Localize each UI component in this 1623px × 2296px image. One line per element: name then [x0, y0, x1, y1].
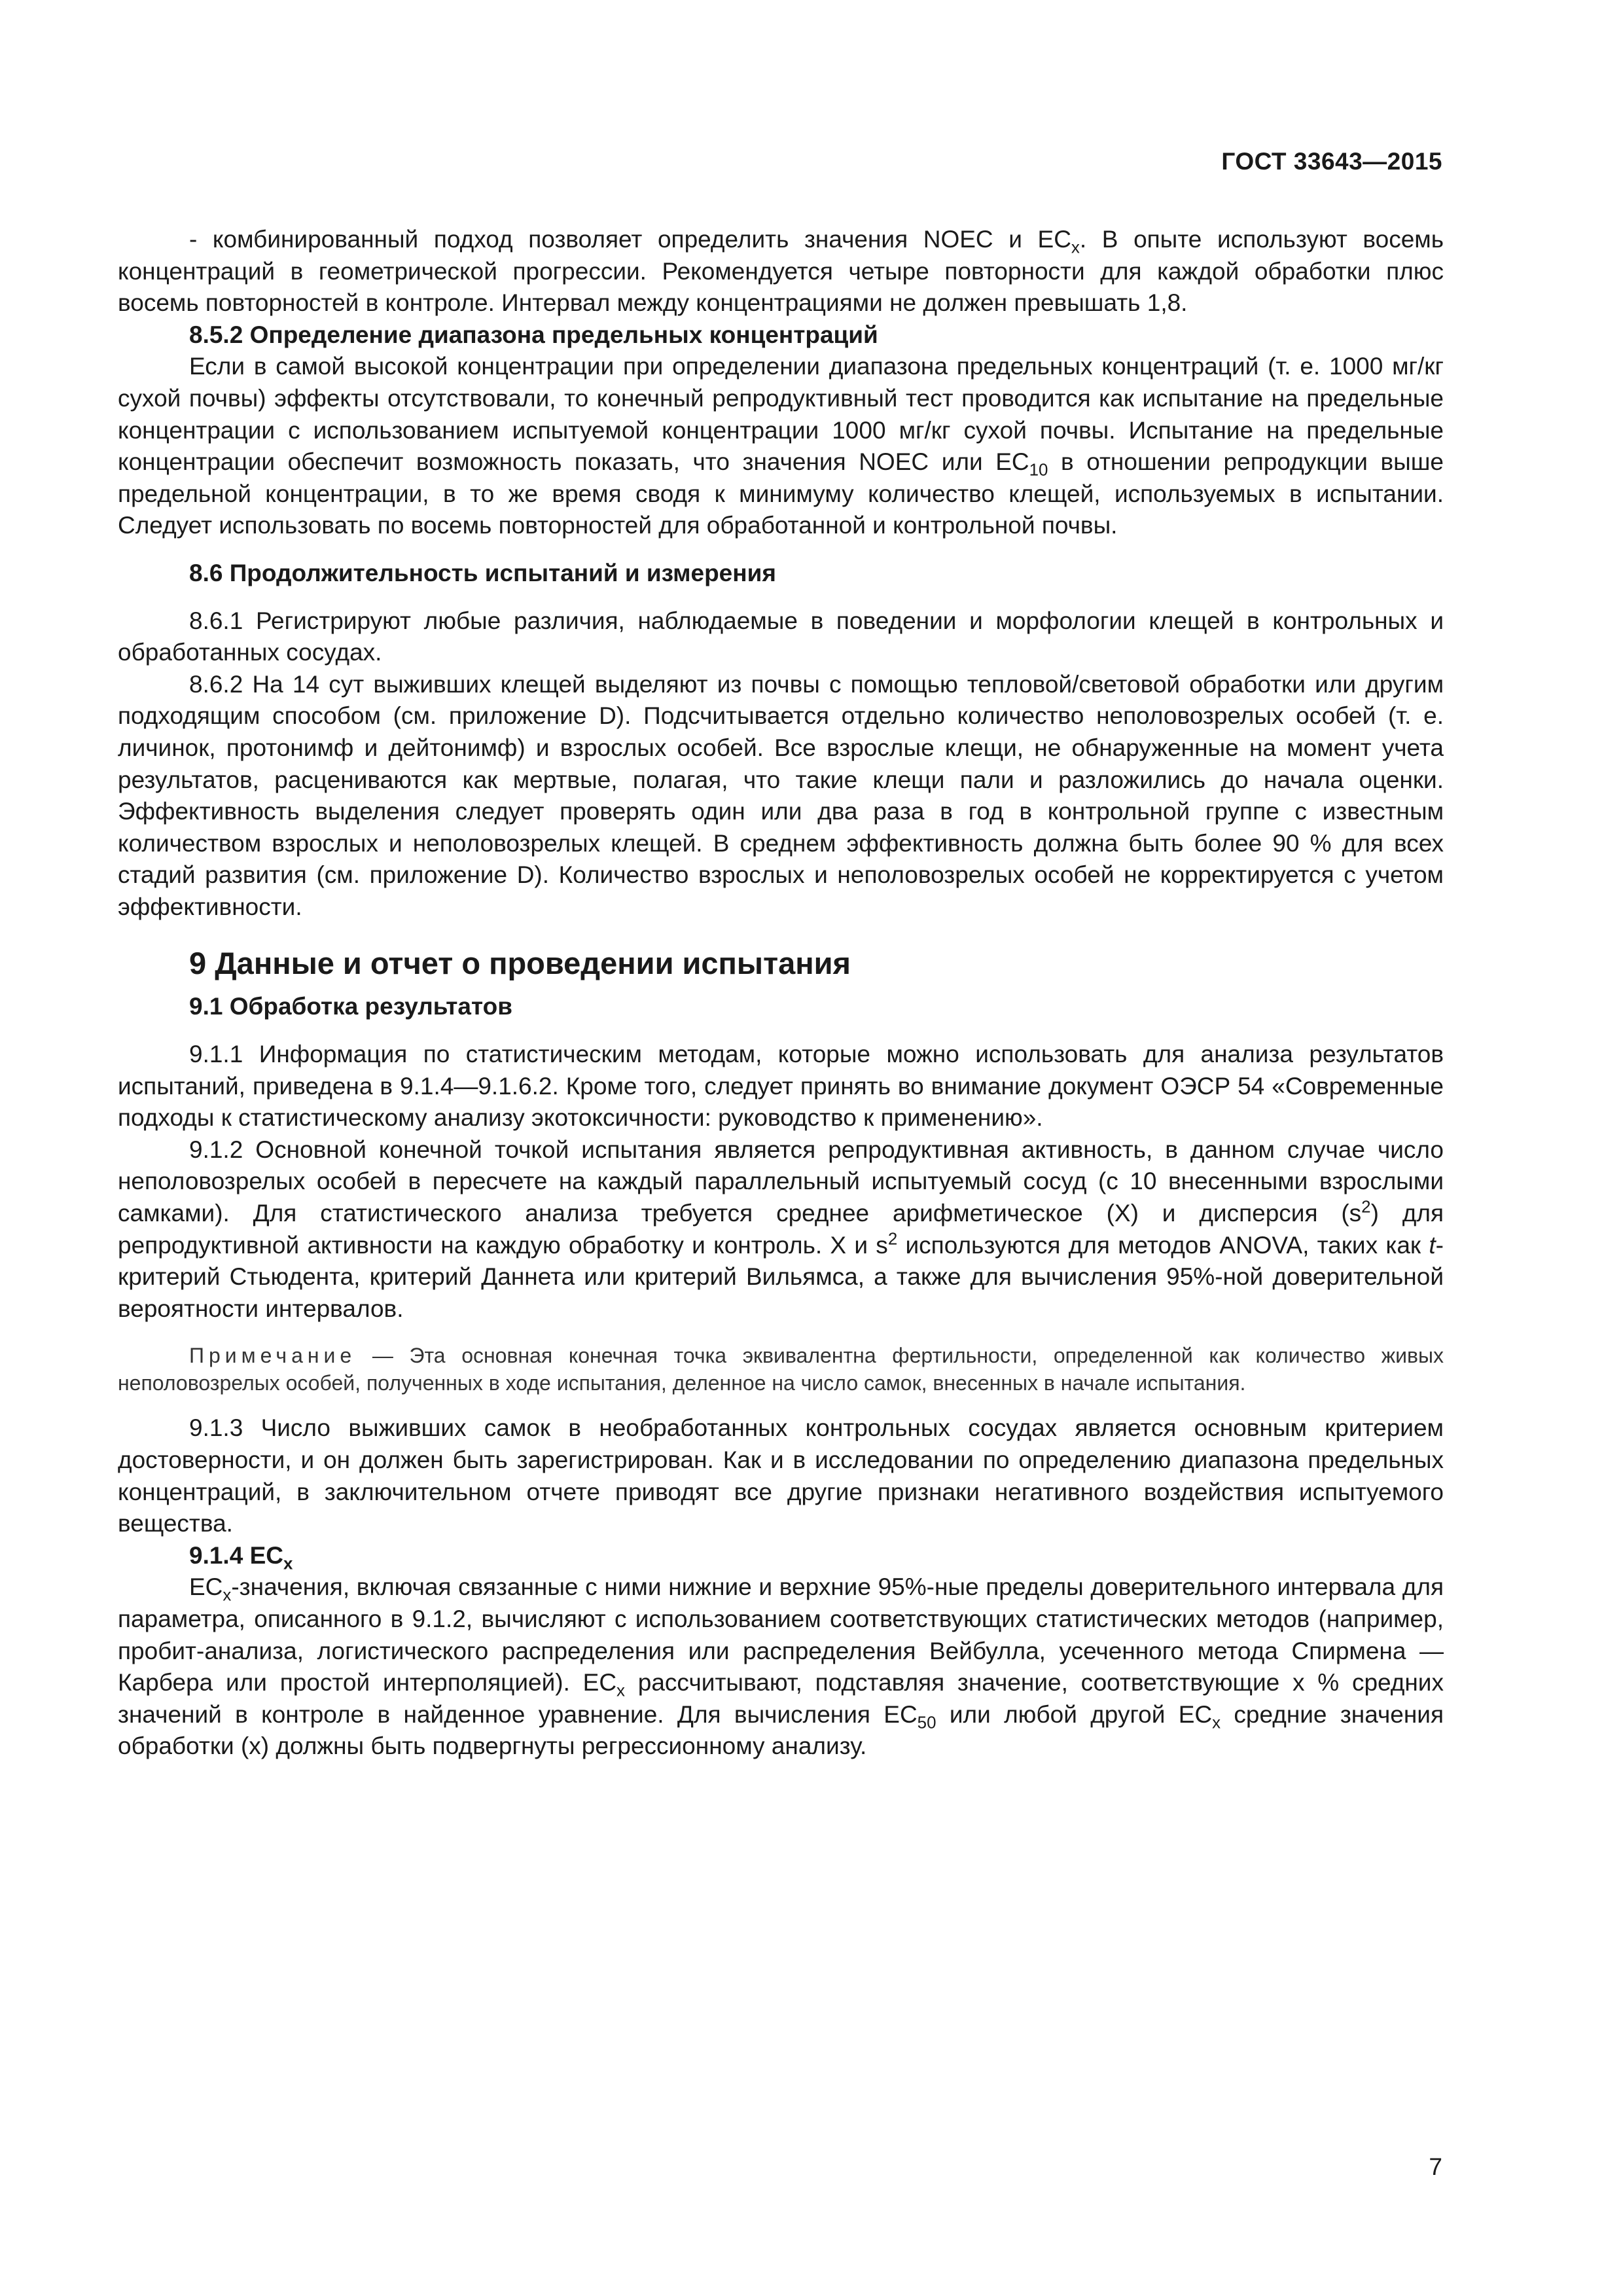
- note-paragraph: Примечание — Эта основная конечная точка эквивалентна фертильности, определенной как количество живых неполовозрелых особей, полученных в ходе испытания, деленное на число самок, внесенных в начале испытания.: [118, 1344, 1444, 1395]
- section-heading-8-5-2: 8.5.2 Определение диапазона предельных концентраций: [189, 321, 878, 348]
- section-heading-9-1: 9.1 Обработка результатов: [189, 993, 512, 1020]
- document-code: ГОСТ 33643—2015: [1221, 148, 1442, 175]
- section-heading-8-6: 8.6 Продолжительность испытаний и измерения: [189, 559, 776, 586]
- paragraph-9-1-2: 9.1.2 Основной конечной точкой испытания является репродуктивная активность, в данном случае число неполовозрелых особей в пересчете на каждый параллельный испытуемый сосуд (с 10 внесенными взрослыми самками). Для статистического анализа требуется среднее арифметическое (X) и дисперсия $(s^2)$ для репродуктивной активности на каждую обработку и контроль. X и $s^2$ используются для методов ANOVA, таких как t-критерий Стьюдента, критерий Даннета или критерий Вильямса, а также для вычисления 95%-ной доверительной вероятности интервалов.: [118, 1136, 1444, 1322]
- note-label: Примечание: [189, 1344, 357, 1368]
- paragraph-9-1-1: 9.1.1 Информация по статистическим методам, которые можно использовать для анализа результатов испытаний, приведена в 9.1.4—9.1.6.2. Кроме того, следует принять во внимание документ ОЭСР 54 «Современные подходы к статистическому анализу экотоксичности: руководство к применению».: [118, 1041, 1444, 1132]
- page-content: [118, 224, 1444, 1763]
- paragraph-9-1-4: $EC_x$-значения, включая связанные с ними нижние и верхние 95%-ные пределы доверительного интервала для параметра, описанного в 9.1.2, вычисляют с использованием соответствующих статистических методов (например, пробит-анализа, логистического распределения или распределения Вейбулла, усеченного метода Спирмена — Карбера или простой интерполяцией). $EC_x$ рассчитывают, подставляя значение, соответствующие x % средних значений в контроле в найденное уравнение. Для вычисления $EC_{50}$ или любой другой $EC_x$ средние значения обработки (x) должны быть подвергнуты регрессионному анализу.: [118, 1573, 1444, 1760]
- paragraph-8-6-2: 8.6.2 На 14 сут выживших клещей выделяют из почвы с помощью тепловой/световой обработки или другим подходящим способом (см. приложение D). Подсчитывается отдельно количество неполовозрелых особей (т. е. личинок, протонимф и дейтонимф) и взрослых особей. Все взрослые клещи, не обнаруженные на момент учета результатов, расцениваются как мертвые, полагая, что такие клещи пали и разложились до начала оценки. Эффективность выделения следует проверять один или два раза в год в контрольной группе с известным количеством взрослых и неполовозрелых клещей. В среднем эффективность должна быть более 90 % для всех стадий развития (см. приложение D). Количество взрослых и неполовозрелых особей не корректируется с учетом эффективности.: [118, 670, 1444, 920]
- page-number: 7: [1429, 2153, 1442, 2180]
- chapter-heading-9: 9 Данные и отчет о проведении испытания: [189, 946, 851, 981]
- paragraph-combined-approach: - комбинированный подход позволяет определить значения NOEC и $EC_x$. В опыте используют восемь концентраций в геометрической прогрессии. Рекомендуется четыре повторности для каждой обработки плюс восемь повторностей в контроле. Интервал между концентрациями не должен превышать 1,8.: [118, 226, 1444, 317]
- section-heading-9-1-4: 9.1.4 $EC_x$: [189, 1541, 293, 1573]
- paragraph-8-5-2: Если в самой высокой концентрации при определении диапазона предельных концентраций (т. е. 1000 мг/кг сухой почвы) эффекты отсутствовали, то конечный репродуктивный тест проводится как испытание на предельные концентрации с использованием испытуемой концентрации 1000 мг/кг сухой почвы. Испытание на предельные концентрации обеспечит возможность показать, что значения NOEC или $EC_{10}$ в отношении репродукции выше предельной концентрации, в то же время сводя к минимуму количество клещей, используемых в испытании. Следует использовать по восемь повторностей для обработанной и контрольной почвы.: [118, 353, 1444, 539]
- paragraph-9-1-3: 9.1.3 Число выживших самок в необработанных контрольных сосудах является основным критерием достоверности, и он должен быть зарегистрирован. Как и в исследовании по определению диапазона предельных концентраций, в заключительном отчете приводят все другие признаки негативного воздействия испытуемого вещества.: [118, 1414, 1444, 1537]
- paragraph-8-6-1: 8.6.1 Регистрируют любые различия, наблюдаемые в поведении и морфологии клещей в контрольных и обработанных сосудах.: [118, 607, 1444, 666]
